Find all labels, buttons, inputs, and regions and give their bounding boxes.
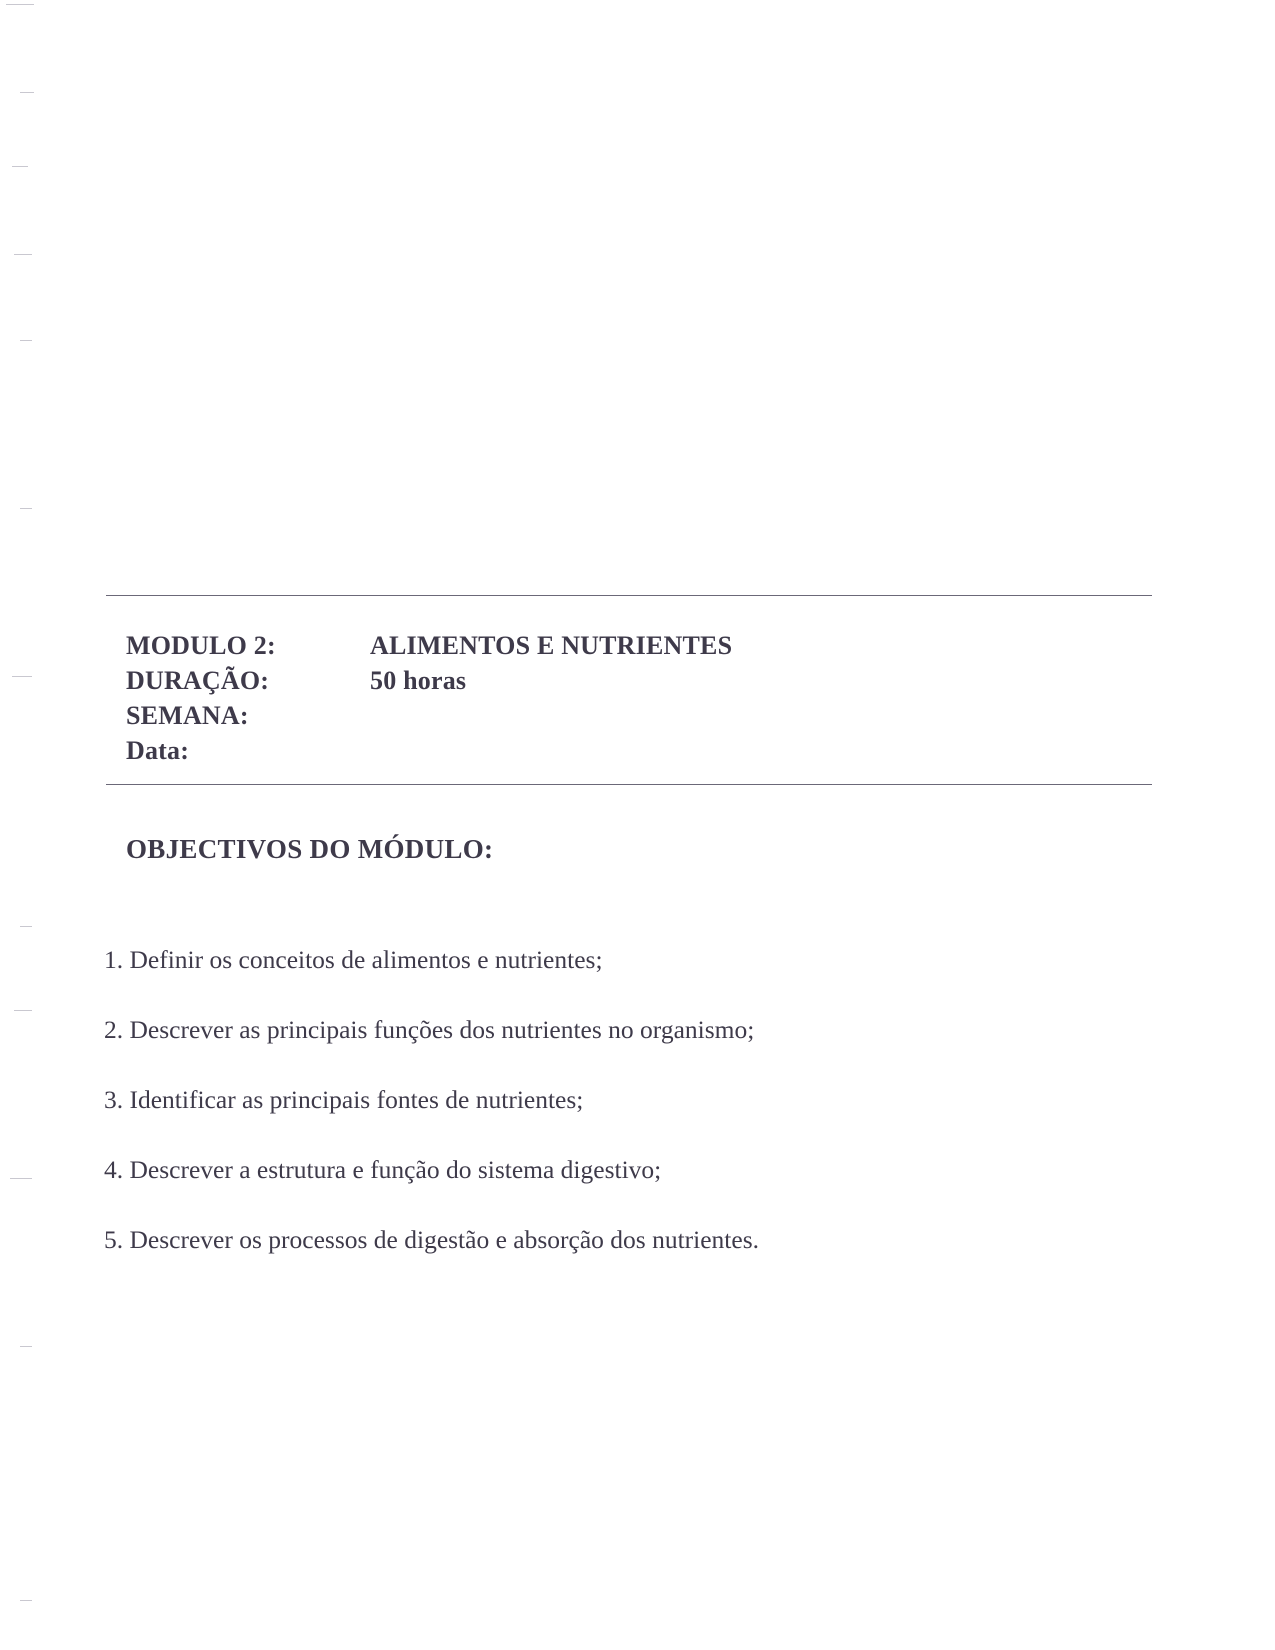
scan-artifact	[20, 1600, 32, 1601]
scan-artifact	[10, 1178, 32, 1179]
week-label: SEMANA:	[126, 700, 249, 730]
scan-artifact	[20, 1346, 32, 1347]
scan-artifact	[14, 1010, 32, 1011]
scan-artifact	[12, 676, 32, 677]
scan-artifact	[12, 166, 28, 167]
module-info-block	[126, 628, 1026, 768]
module-title: ALIMENTOS E NUTRIENTES	[370, 630, 733, 660]
objective-item: 4. Descrever a estrutura e função do sistema digestivo;	[104, 1155, 662, 1184]
duration-value: 50 horas	[370, 665, 467, 695]
scan-artifact	[20, 92, 34, 93]
module-row	[126, 628, 1026, 663]
date-label: Data:	[126, 735, 190, 765]
scan-artifact	[20, 926, 32, 927]
objectives-heading: OBJECTIVOS DO MÓDULO:	[126, 834, 494, 864]
objective-item: 5. Descrever os processos de digestão e absorção dos nutrientes.	[104, 1225, 760, 1254]
date-row	[126, 733, 1026, 768]
scan-artifact	[20, 340, 32, 341]
objective-item: 2. Descrever as principais funções dos nutrientes no organismo;	[104, 1015, 755, 1044]
objective-item: 3. Identificar as principais fontes de nutrientes;	[104, 1085, 584, 1114]
scan-artifact	[6, 4, 34, 5]
objectives-list	[104, 940, 759, 1290]
objective-item: 1. Definir os conceitos de alimentos e nutrientes;	[104, 945, 603, 974]
scan-artifact	[20, 508, 32, 509]
duration-row	[126, 663, 1026, 698]
scan-artifact	[14, 254, 32, 255]
duration-label: DURAÇÃO:	[126, 665, 270, 695]
header-bottom-rule	[106, 784, 1152, 785]
module-label: MODULO 2:	[126, 630, 276, 660]
header-top-rule	[106, 595, 1152, 596]
week-row	[126, 698, 1026, 733]
